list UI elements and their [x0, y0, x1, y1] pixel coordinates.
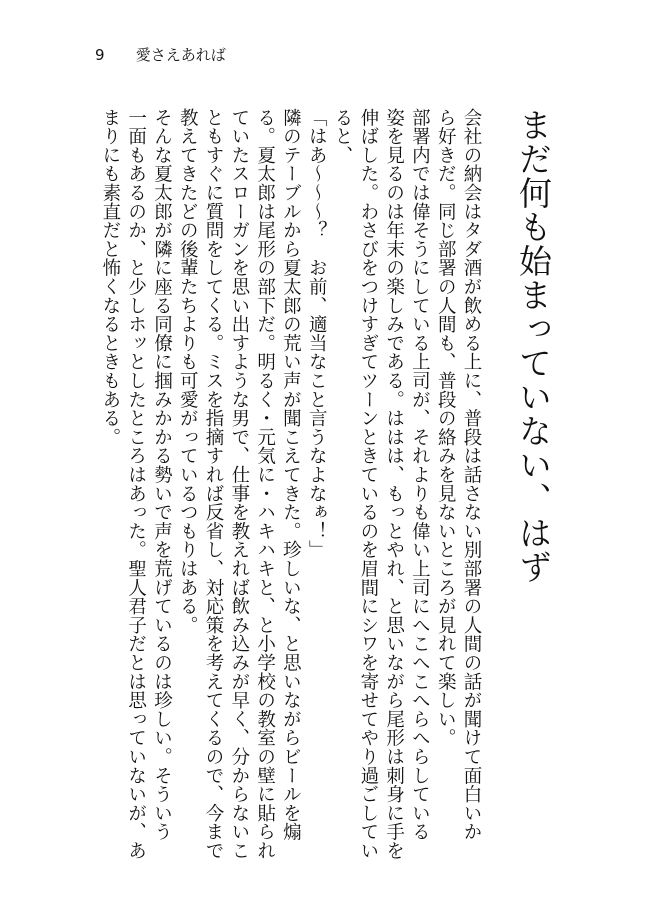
- text-line: 部署内では偉そうにしている上司が、それよりも偉い上司にへこへこへらへらしている: [409, 108, 431, 842]
- running-title: 愛さえあれば: [135, 46, 226, 64]
- text-line: ともすぐに質問をしてくる。ミスを指摘すれば反省し、対応策を考えてくるので、今まで: [203, 108, 225, 860]
- text-line: 隣のテーブルから夏太郎の荒い声が聞こえてきた。珍しいな、と思いながらビールを煽: [280, 108, 302, 842]
- body-text: [96, 108, 484, 860]
- text-line: ら好きだ。同じ部署の人間も、普段の絡みを見ないところが見れて楽しい。: [435, 108, 457, 748]
- text-line: 伸ばした。わさびをつけすぎてツーンときているのを眉間にシワを寄せてやり過ごしてい: [357, 108, 379, 860]
- text-line: 姿を見るのは年末の楽しみである。ははは、もっとやれ、と思いながら尾形は刺身に手を: [383, 108, 405, 860]
- text-line: 一面もあるのか、と少しホッとしたところはあった。聖人君子だとは思っていないが、あ: [125, 108, 147, 860]
- text-line: ていたスローガンを思い出すような男で、仕事を教えれば飲み込みが早く、分からないこ: [228, 108, 250, 860]
- page-header: [95, 45, 226, 65]
- text-line: 会社の納会はタダ酒が飲める上に、普段は話さない別部署の人間の話が聞けて面白いか: [461, 108, 482, 842]
- text-line: そんな夏太郎が隣に座る同僚に掴みかかる勢いで声を荒げているのは珍しい。そういう: [151, 108, 173, 842]
- text-line: 教えてきたどの後輩たちよりも可愛がっているつもりはある。: [177, 108, 199, 635]
- text-line: ると、: [332, 108, 354, 165]
- chapter-title: まだ何も始まっていない、はず: [514, 108, 553, 584]
- page-number: 9: [95, 46, 105, 64]
- text-line: 「はあ〜〜〜？ お前、適当なこと言うなよなぁ！」: [306, 108, 328, 560]
- text-line: まりにも素直だと怖くなるときもある。: [99, 108, 121, 447]
- text-line: る。夏太郎は尾形の部下だ。明るく・元気に・ハキハキと、と小学校の教室の壁に貼られ: [254, 108, 276, 860]
